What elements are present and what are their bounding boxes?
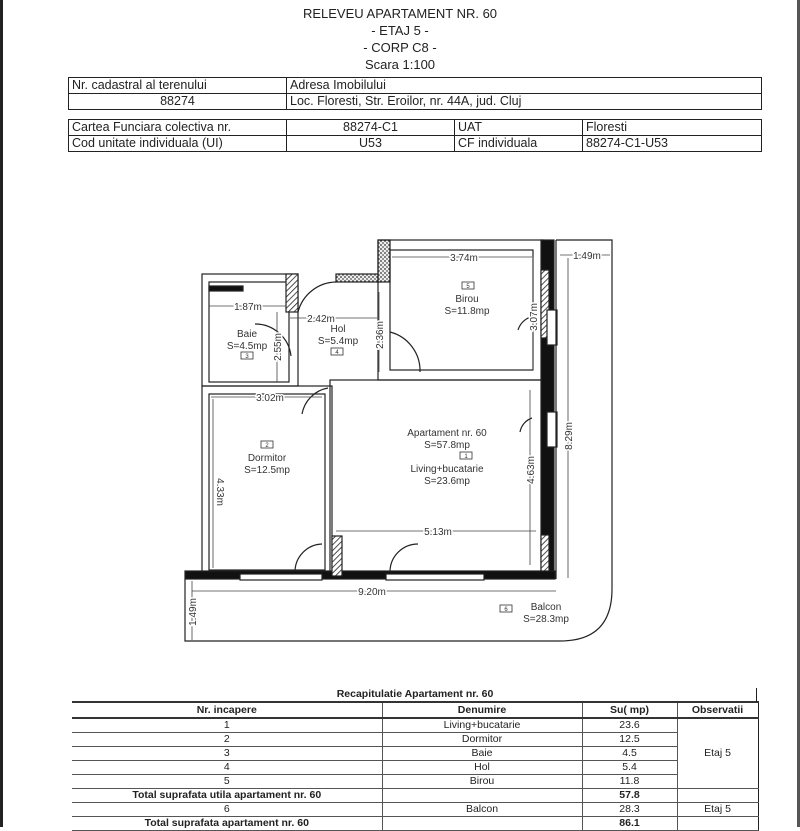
room-number-4: 4 bbox=[335, 350, 339, 356]
room-name-hol: Hol bbox=[330, 324, 346, 335]
room-name-living: Living+bucatarie bbox=[410, 464, 484, 475]
dim-balcon-depth: 1.49m bbox=[188, 598, 199, 626]
dim-dormitor-height: 4.33m bbox=[214, 478, 225, 506]
uat-label: UAT bbox=[455, 120, 583, 136]
uat-value: Floresti bbox=[583, 120, 762, 136]
room-area-hol: S=5.4mp bbox=[317, 336, 359, 347]
room-area-living: S=23.6mp bbox=[424, 476, 470, 487]
dim-birou-height: 3.07m bbox=[529, 303, 540, 331]
floor-plan bbox=[0, 230, 800, 660]
dim-dormitor-width: 3.02m bbox=[256, 393, 284, 404]
cell-nr: 2 bbox=[72, 733, 382, 747]
total-label: Total suprafata apartament nr. 60 bbox=[72, 817, 382, 831]
recap-section bbox=[72, 688, 758, 831]
col-header-area: Su( mp) bbox=[582, 702, 677, 718]
cell-name: Dormitor bbox=[382, 733, 582, 747]
cell-name: Balcon bbox=[382, 803, 582, 817]
total-useful-value: 57.8 bbox=[582, 789, 677, 803]
floor-label: - ETAJ 5 - bbox=[371, 23, 429, 38]
document-title-block bbox=[0, 5, 800, 73]
room-number-2: 2 bbox=[265, 443, 269, 449]
table-row bbox=[72, 733, 758, 747]
dim-baie-height: 2.55m bbox=[273, 333, 284, 361]
ui-code-label: Cod unitate individuala (UI) bbox=[69, 136, 287, 152]
dim-living-height: 4.63m bbox=[526, 456, 537, 484]
cell-area: 12.5 bbox=[582, 733, 677, 747]
cell-nr: 6 bbox=[72, 803, 382, 817]
recap-border-tick bbox=[756, 688, 757, 702]
recap-header-row bbox=[72, 702, 758, 718]
recap-table bbox=[72, 701, 759, 831]
cell-area: 4.5 bbox=[582, 747, 677, 761]
table-row bbox=[72, 761, 758, 775]
cell-name: Baie bbox=[382, 747, 582, 761]
room-area-dormitor: S=12.5mp bbox=[244, 465, 290, 476]
cell-name: Hol bbox=[382, 761, 582, 775]
registry-table bbox=[68, 119, 762, 152]
cf-collective-label: Cartea Funciara colectiva nr. bbox=[69, 120, 287, 136]
total-useful-label: Total suprafata utila apartament nr. 60 bbox=[72, 789, 382, 803]
cell-notes: Etaj 5 bbox=[677, 718, 758, 789]
dim-living-width: 5.13m bbox=[424, 527, 452, 538]
dim-total-width: 9.20m bbox=[358, 587, 386, 598]
property-table bbox=[68, 77, 762, 110]
table-row bbox=[72, 718, 758, 733]
cf-individual-value: 88274-C1-U53 bbox=[583, 136, 762, 152]
apartment-label: Apartament nr. 60 bbox=[407, 428, 487, 439]
cell-empty bbox=[382, 789, 582, 803]
room-number-6: 6 bbox=[504, 607, 508, 613]
cell-area: 23.6 bbox=[582, 718, 677, 733]
cell-notes: Etaj 5 bbox=[677, 803, 758, 817]
room-number-3: 3 bbox=[245, 354, 249, 360]
dim-baie-width: 1.87m bbox=[234, 302, 262, 313]
dim-balcon-side-width: 1.49m bbox=[573, 251, 601, 262]
dim-hol-height: 2.36m bbox=[375, 321, 386, 349]
cell-area: 11.8 bbox=[582, 775, 677, 789]
recap-title: Recapitulatie Apartament nr. 60 bbox=[336, 688, 494, 700]
table-row bbox=[72, 803, 758, 817]
total-row bbox=[72, 817, 758, 831]
room-name-balcon: Balcon bbox=[530, 602, 562, 613]
dim-hol-width: 2.42m bbox=[307, 314, 335, 325]
cadastral-label: Nr. cadastral al terenului bbox=[69, 78, 287, 94]
table-row bbox=[72, 747, 758, 761]
cell-area: 5.4 bbox=[582, 761, 677, 775]
room-name-birou: Birou bbox=[455, 294, 479, 305]
dim-total-height: 8.29m bbox=[564, 422, 575, 450]
table-row bbox=[72, 775, 758, 789]
cell-nr: 5 bbox=[72, 775, 382, 789]
room-number-5: 5 bbox=[466, 284, 470, 290]
room-name-dormitor: Dormitor bbox=[247, 453, 287, 464]
cell-area: 28.3 bbox=[582, 803, 677, 817]
document-title: RELEVEU APARTAMENT NR. 60 bbox=[302, 6, 498, 21]
apartment-area: S=57.8mp bbox=[424, 440, 470, 451]
cell-name: Birou bbox=[382, 775, 582, 789]
cell-empty bbox=[677, 817, 758, 831]
room-area-birou: S=11.8mp bbox=[444, 306, 490, 317]
cell-nr: 3 bbox=[72, 747, 382, 761]
dim-birou-width: 3.74m bbox=[450, 253, 478, 264]
col-header-name: Denumire bbox=[382, 702, 582, 718]
scale-label: Scara 1:100 bbox=[364, 57, 436, 72]
room-area-baie: S=4.5mp bbox=[226, 341, 268, 352]
cell-nr: 4 bbox=[72, 761, 382, 775]
cell-nr: 1 bbox=[72, 718, 382, 733]
ui-code-value: U53 bbox=[287, 136, 455, 152]
address-value: Loc. Floresti, Str. Eroilor, nr. 44A, jud. Cluj bbox=[287, 94, 762, 110]
cf-collective-value: 88274-C1 bbox=[287, 120, 455, 136]
col-header-notes: Observatii bbox=[677, 702, 758, 718]
room-number-1: 1 bbox=[464, 454, 468, 460]
cell-empty bbox=[382, 817, 582, 831]
room-name-baie: Baie bbox=[236, 329, 258, 340]
cell-empty bbox=[677, 789, 758, 803]
room-area-balcon: S=28.3mp bbox=[523, 614, 569, 625]
total-value: 86.1 bbox=[582, 817, 677, 831]
col-header-nr: Nr. incapere bbox=[72, 702, 382, 718]
cell-name: Living+bucatarie bbox=[382, 718, 582, 733]
address-label: Adresa Imobilului bbox=[287, 78, 762, 94]
total-useful-row bbox=[72, 789, 758, 803]
cadastral-number: 88274 bbox=[69, 94, 287, 110]
cf-individual-label: CF individuala bbox=[455, 136, 583, 152]
building-label: - CORP C8 - bbox=[363, 40, 437, 55]
